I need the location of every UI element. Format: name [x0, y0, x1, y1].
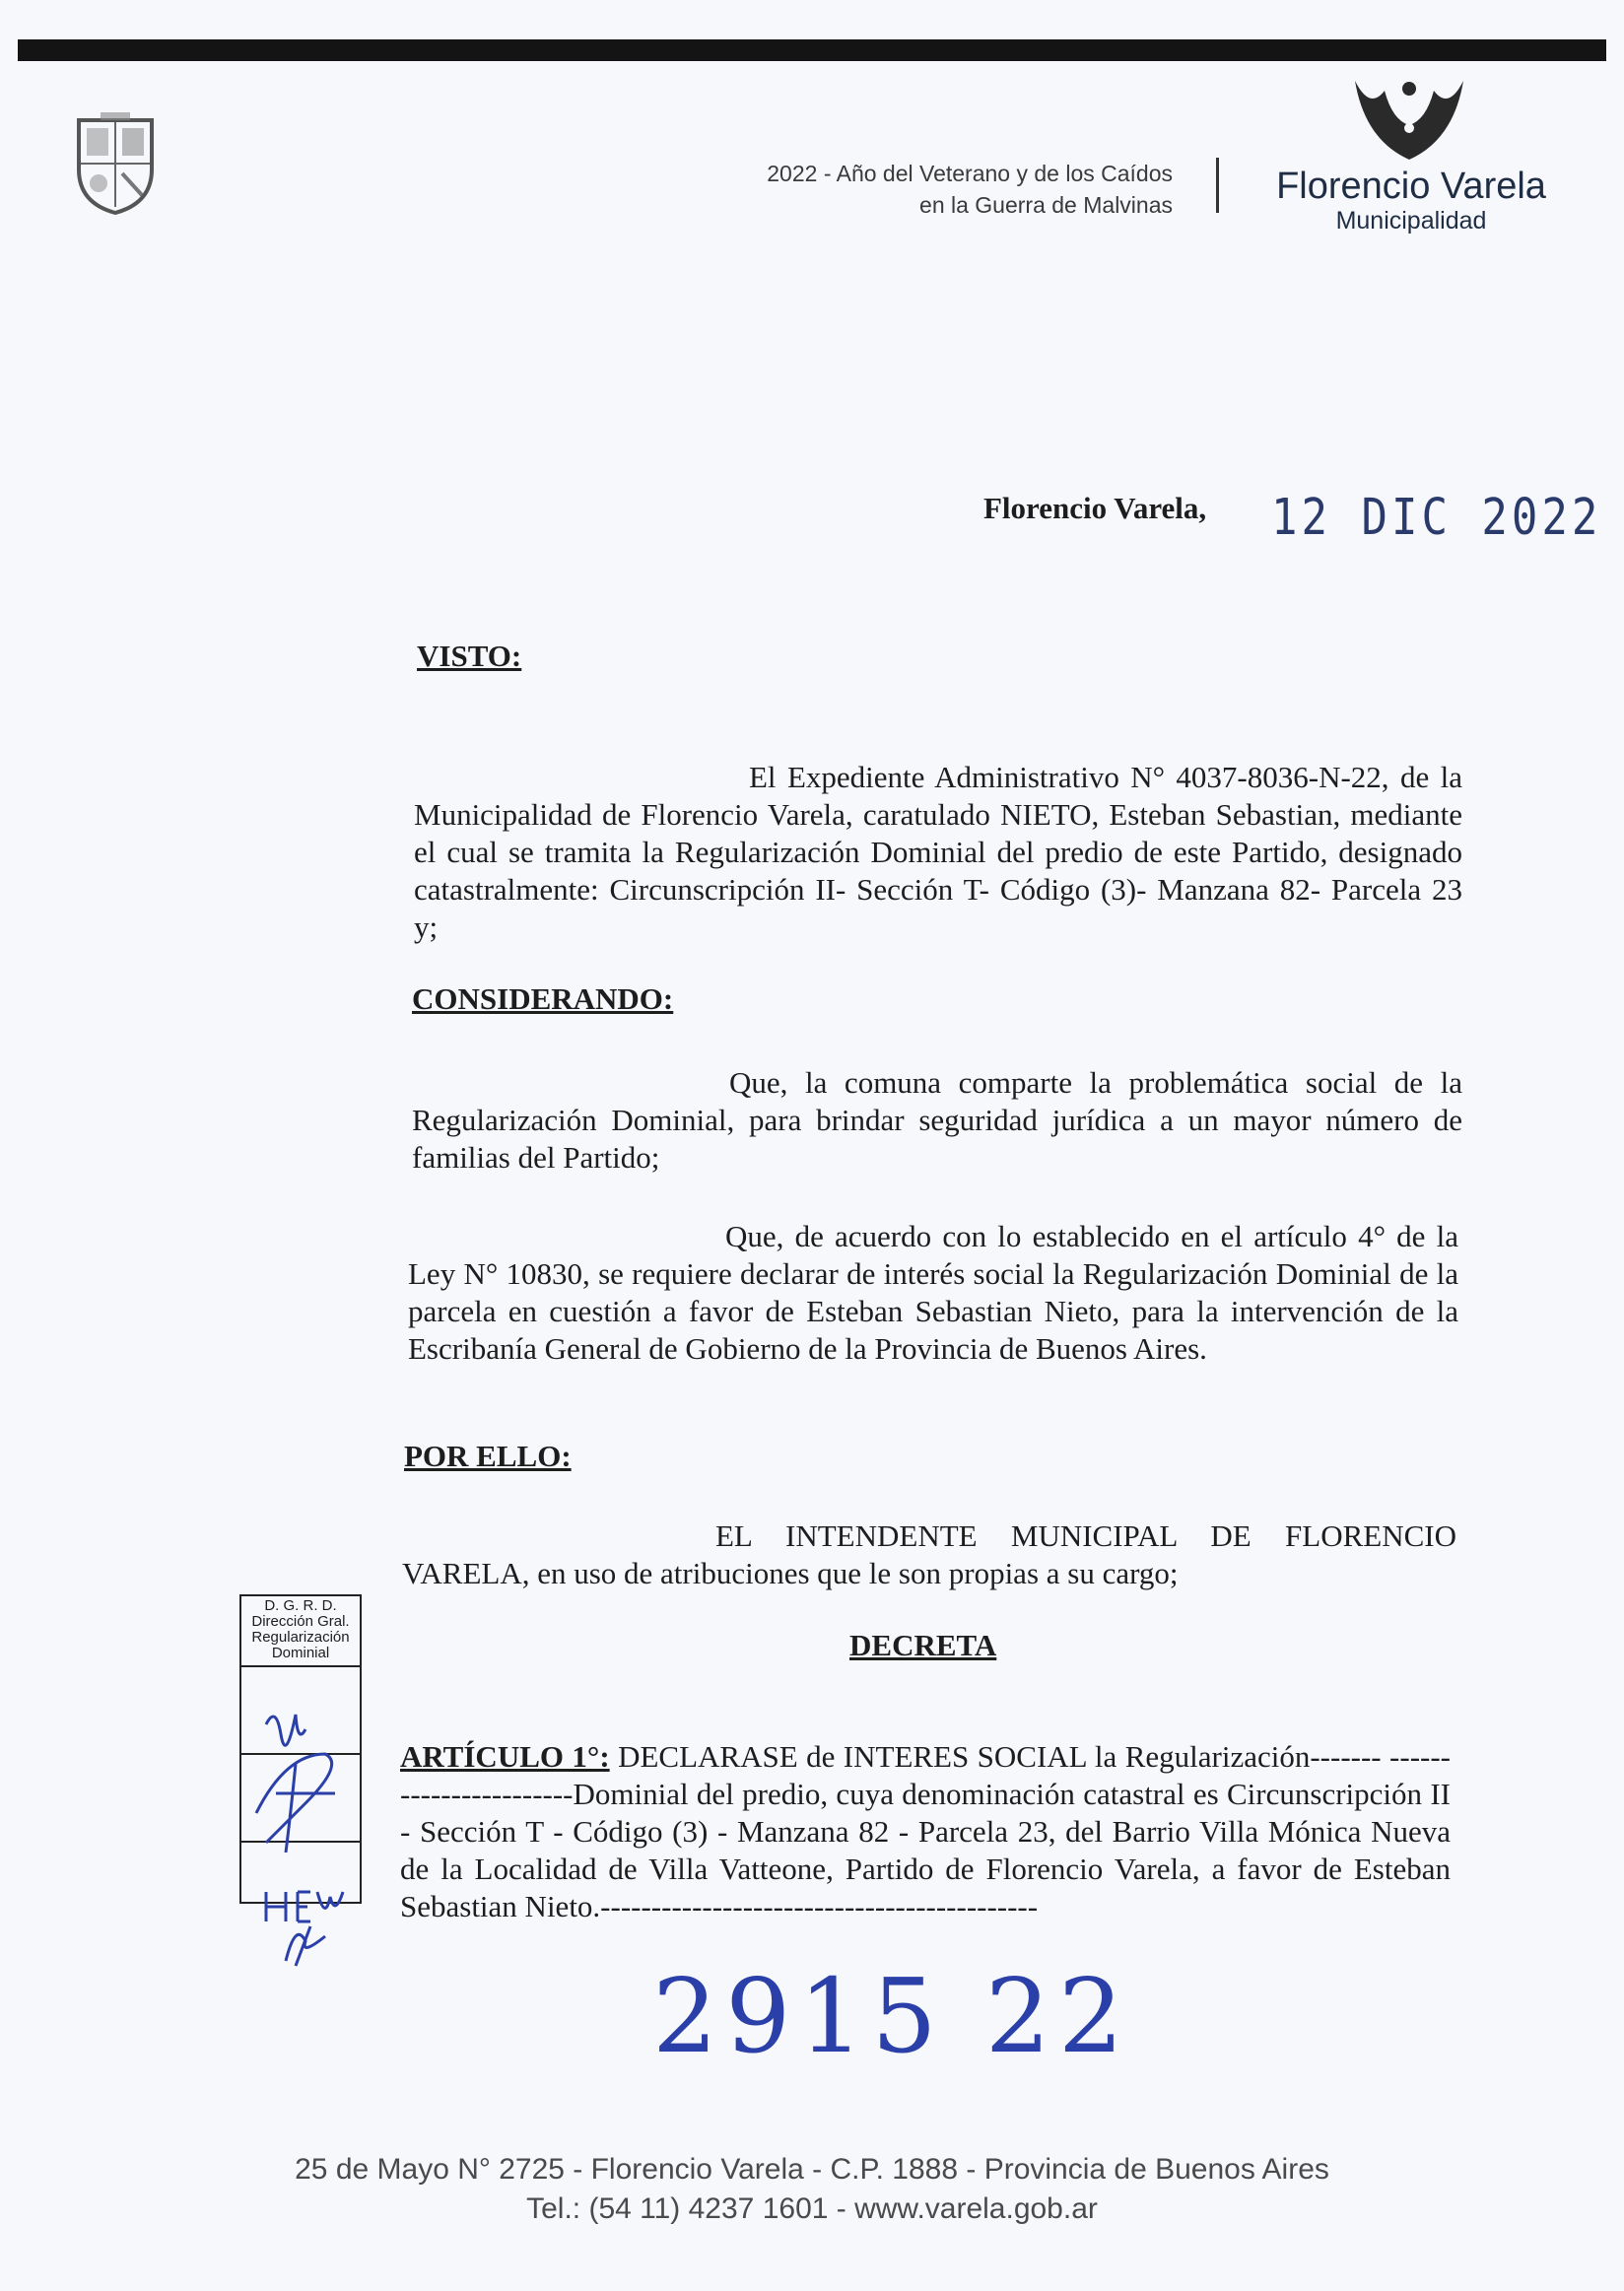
por-ello-text: EL INTENDENTE MUNICIPAL DE FLORENCIO VARELA, en uso de atribuciones que le son propias a su cargo;	[402, 1518, 1456, 1590]
considerando-heading: CONSIDERANDO:	[412, 981, 674, 1016]
dgrd-line-1: D. G. R. D.	[264, 1597, 337, 1614]
footer-contact: Tel.: (54 11) 4237 1601 - www.varela.gob.ar	[526, 2192, 1098, 2225]
municipality-emblem-logo	[1335, 71, 1483, 169]
visto-paragraph	[414, 759, 1462, 946]
considerando-paragraph-2	[408, 1218, 1458, 1368]
articulo-1-text: DECLARASE de INTERES SOCIAL la Regularización------- -----------------------Dominial del predio, cuya denominación catastral es Circunscripción II - Sección T - Código (3) - Manzana 82 - Parcela 23, del Barrio Villa Mónica Nueva de la Localidad de Villa Vatteone, Partido de Florencio Varela, a favor de Esteban Sebastian Nieto.-------------------------------------------	[400, 1739, 1451, 1923]
motto-line-2: en la Guerra de Malvinas	[919, 192, 1173, 218]
handwritten-initials	[237, 1695, 374, 1971]
dgrd-box-header	[241, 1596, 360, 1667]
visto-heading: VISTO:	[417, 639, 522, 673]
considerando-text-1: Que, la comuna comparte la problemática social de la Regularización Dominial, para brindar seguridad jurídica a un mayor número de familias del Partido;	[412, 1065, 1462, 1175]
year-motto	[581, 158, 1173, 221]
header-divider	[1216, 158, 1219, 213]
articulo-1-paragraph	[400, 1738, 1451, 1925]
provincial-shield-logo	[71, 108, 160, 217]
dgrd-line-2: Dirección Gral.	[251, 1613, 350, 1630]
municipality-subtitle: Municipalidad	[1335, 207, 1487, 235]
footer-address: 25 de Mayo N° 2725 - Florencio Varela - C.P. 1888 - Provincia de Buenos Aires	[295, 2153, 1329, 2186]
date-stamp: 12 DIC 2022	[1271, 489, 1602, 547]
visto-text: El Expediente Administrativo N° 4037-8036-N-22, de la Municipalidad de Florencio Varela, caratulado NIETO, Esteban Sebastian, mediante el cual se tramita la Regularización Dominial del predio de este Partido, designado catastralmente: Circunscripción II- Sección T- Código (3)- Manzana 82- Parcela 23 y;	[414, 760, 1462, 944]
motto-line-1: 2022 - Año del Veterano y de los Caídos	[767, 161, 1173, 186]
por-ello-heading: POR ELLO:	[404, 1439, 572, 1473]
dgrd-line-3: Regularización	[251, 1629, 350, 1646]
considerando-text-2: Que, de acuerdo con lo establecido en el artículo 4° de la Ley N° 10830, se requiere declarar de interés social la Regularización Dominial de la parcela en cuestión a favor de Esteban Sebastian Nieto, para la intervención de la Escribanía General de Gobierno de la Provincia de Buenos Aires.	[408, 1219, 1458, 1366]
decree-number-stamp: 2915 22	[652, 1956, 1132, 2076]
municipality-name: Florencio Varela	[1276, 166, 1546, 207]
top-scan-border	[18, 39, 1606, 61]
considerando-paragraph-1	[412, 1064, 1462, 1177]
place-label: Florencio Varela,	[983, 491, 1207, 525]
decreta-heading: DECRETA	[849, 1628, 997, 1662]
por-ello-paragraph	[402, 1517, 1456, 1592]
dgrd-line-4: Dominial	[271, 1645, 330, 1661]
articulo-1-label: ARTÍCULO 1°:	[400, 1739, 610, 1774]
